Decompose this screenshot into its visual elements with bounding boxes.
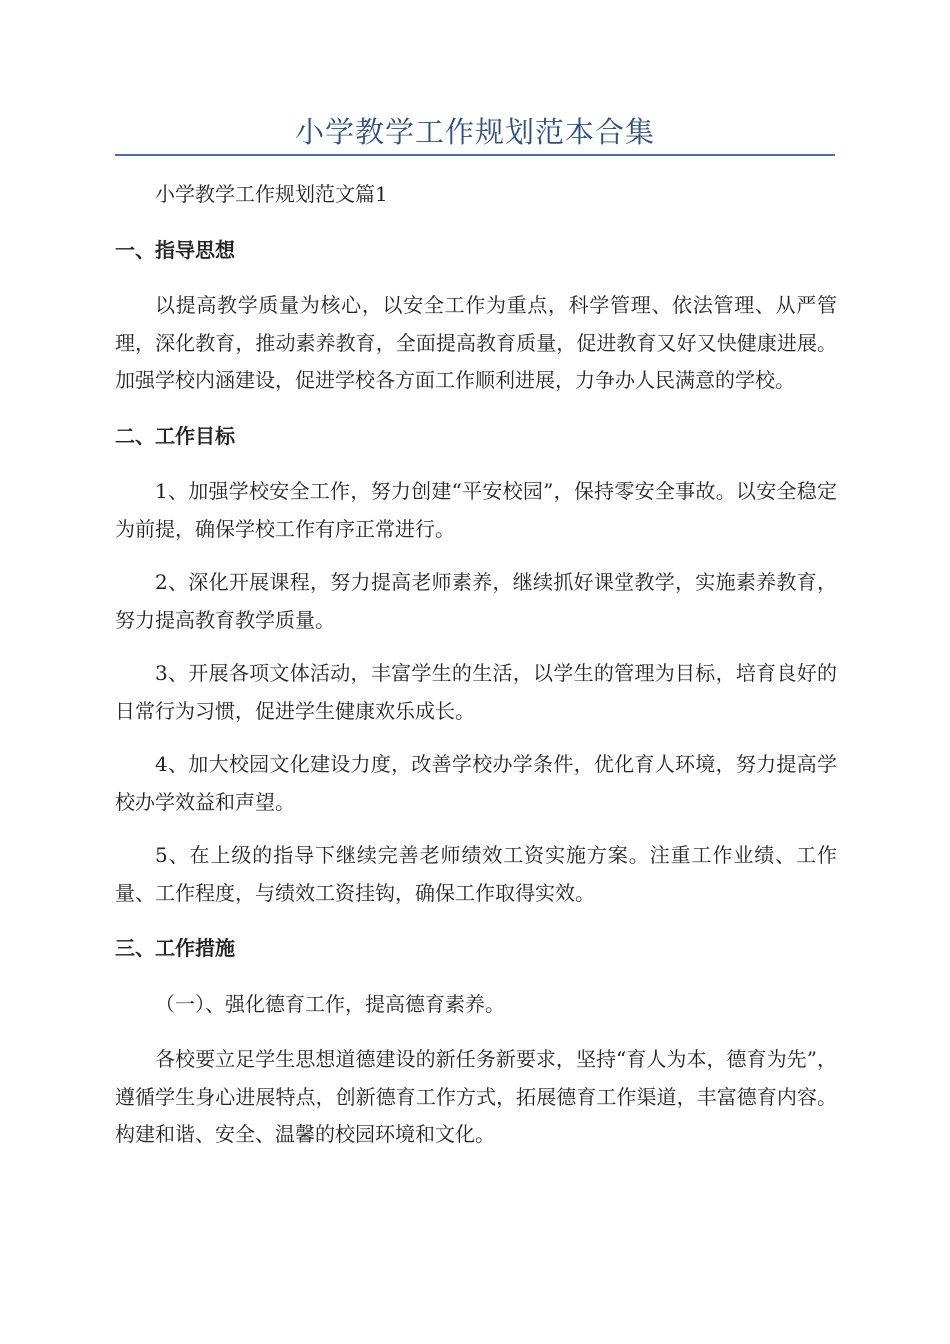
section-heading-2: 二、工作目标: [115, 423, 235, 448]
section-heading-1: 一、指导思想: [115, 237, 235, 262]
section-2-paragraph-2: 2、深化开展课程，努力提高老师素养，继续抓好课堂教学，实施素养教育，努力提高教育教学质量。: [115, 570, 837, 632]
document-title: 小学教学工作规划范本合集: [294, 115, 655, 149]
section-2-paragraph-5: 5、在上级的指导下继续完善老师绩效工资实施方案。注重工作业绩、工作量、工作程度，与绩效工资挂钩，确保工作取得实效。: [115, 843, 837, 905]
section-1-paragraph-1: 以提高教学质量为核心，以安全工作为重点，科学管理、依法管理、从严管理，深化教育，推动素养教育，全面提高教育质量，促进教育又好又快健康进展。加强学校内涵建设，促进学校各方面工作顺利进展，力争办人民满意的学校。: [115, 293, 837, 392]
document-body: [115, 176, 837, 1154]
section-2-paragraph-1: 1、加强学校安全工作，努力创建“平安校园”，保持零安全事故。以安全稳定为前提，确保学校工作有序正常进行。: [115, 479, 837, 541]
document-subtitle: 小学教学工作规划范文篇1: [155, 182, 388, 206]
section-3-paragraph-2: 各校要立足学生思想道德建设的新任务新要求，坚持“育人为本，德育为先”，遵循学生身心进展特点，创新德育工作方式，拓展德育工作渠道，丰富德育内容。构建和谐、安全、温馨的校园环境和文化。: [115, 1047, 837, 1146]
section-3-paragraph-1: （一）、强化德育工作，提高德育素养。: [155, 991, 505, 1016]
section-2-paragraph-3: 3、开展各项文体活动，丰富学生的生活，以学生的管理为目标，培育良好的日常行为习惯，促进学生健康欢乐成长。: [115, 661, 837, 723]
section-2-paragraph-4: 4、加大校园文化建设力度，改善学校办学条件，优化育人环境，努力提高学校办学效益和声望。: [115, 752, 837, 814]
section-heading-3: 三、工作措施: [115, 936, 235, 960]
title-underline: [115, 154, 835, 156]
